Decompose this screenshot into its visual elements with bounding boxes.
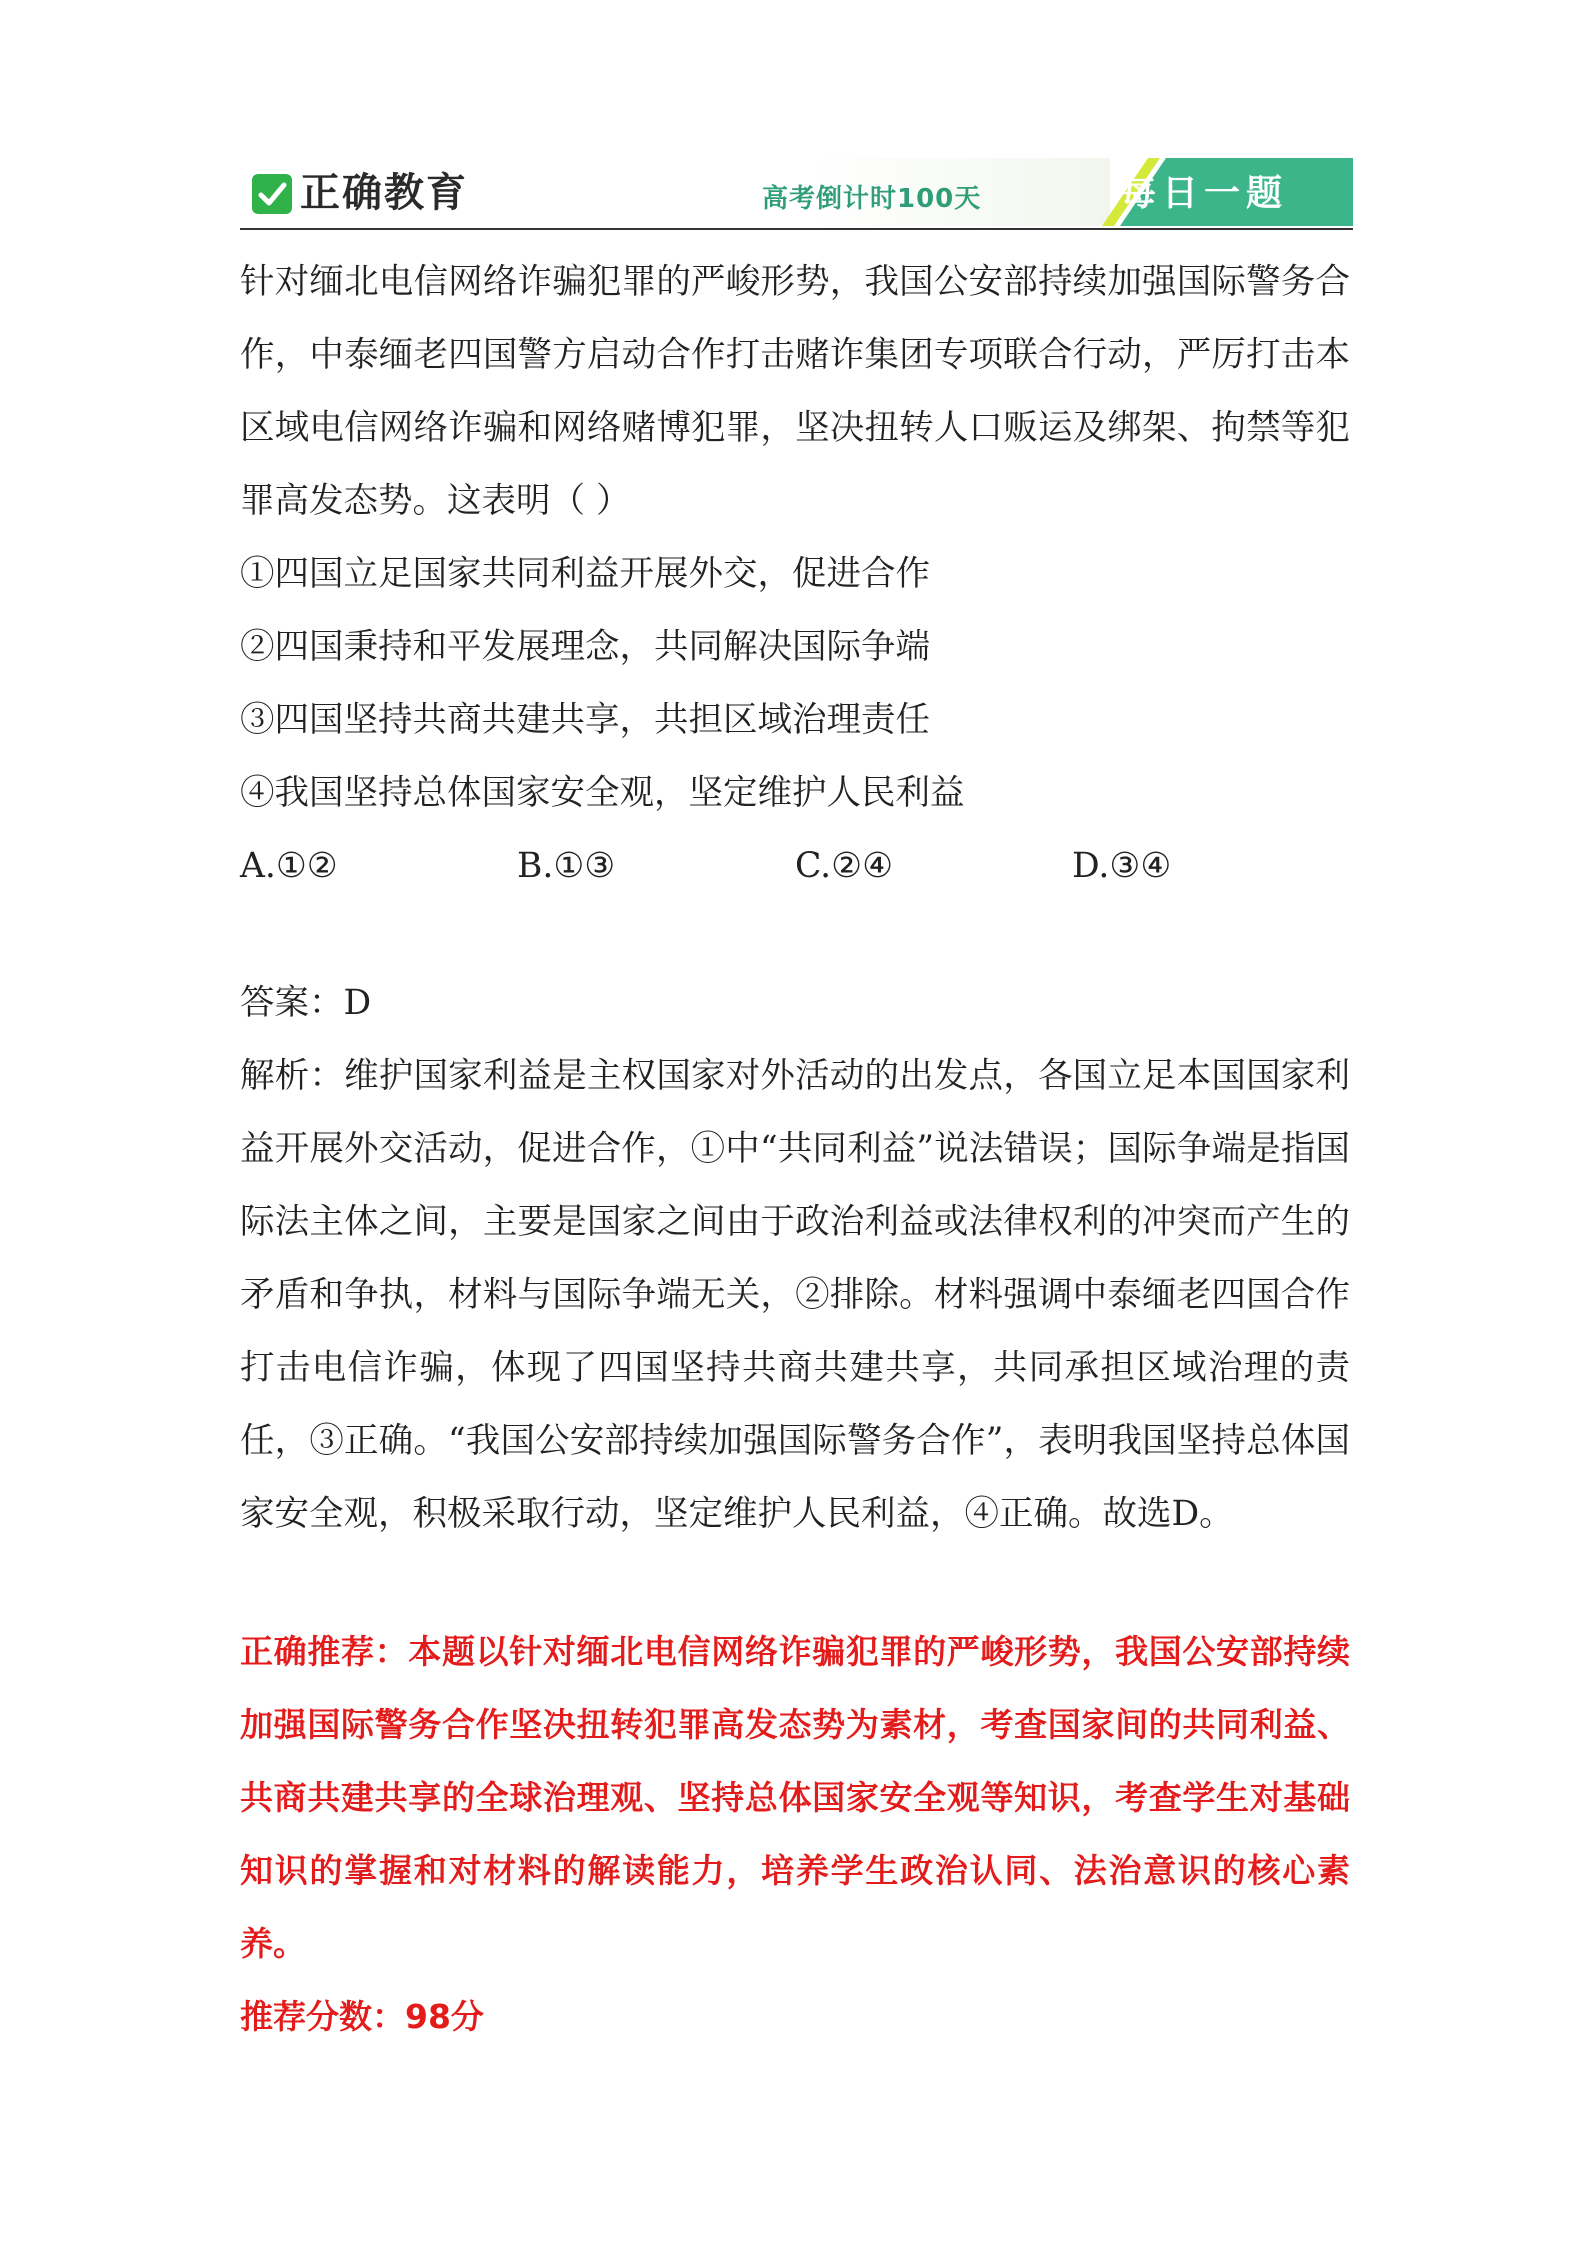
recommendation-score: 推荐分数：98分 xyxy=(240,1997,484,2036)
answer-line: 答案：D xyxy=(240,983,372,1023)
spacer xyxy=(240,1551,1350,1615)
option-2: ②四国秉持和平发展理念，共同解决国际争端 xyxy=(240,627,930,667)
option-1: ①四国立足国家共同利益开展外交，促进合作 xyxy=(240,554,930,594)
brand-name: 正确教育 xyxy=(300,170,468,216)
answer-choices xyxy=(240,830,1350,903)
option-4: ④我国坚持总体国家安全观，坚定维护人民利益 xyxy=(240,773,965,813)
spacer xyxy=(240,903,1350,967)
option-3: ③四国坚持共商共建共享，共担区域治理责任 xyxy=(240,700,930,740)
daily-question-label: 每日一题 xyxy=(1120,173,1289,214)
check-icon xyxy=(256,178,288,210)
choice-c: C.②④ xyxy=(795,846,893,886)
page-header xyxy=(240,158,1353,230)
analysis-paragraph: 解析：维护国家利益是主权国家对外活动的出发点，各国立足本国国家利益开展外交活动，促进合作，①中“共同利益”说法错误；国际争端是指国际法主体之间，主要是国家之间由于政治利益或法律权利的冲突而产生的矛盾和争执，材料与国际争端无关，②排除。材料强调中泰缅老四国合作打击电信诈骗，体现了四国坚持共商共建共享，共同承担区域治理的责任，③正确。“我国公安部持续加强国际警务合作”，表明我国坚持总体国家安全观，积极采取行动，坚定维护人民利益，④正确。故选D。 xyxy=(240,1056,1350,1534)
choice-b: B.①③ xyxy=(517,846,616,886)
countdown-label: 高考倒计时100天 xyxy=(762,184,982,214)
question-stem: 针对缅北电信网络诈骗犯罪的严峻形势，我国公安部持续加强国际警务合作，中泰缅老四国警方启动合作打击赌诈集团专项联合行动，严厉打击本区域电信网络诈骗和网络赌博犯罪，坚决扭转人口贩运及绑架、拘禁等犯罪高发态势。这表明（ ） xyxy=(240,262,1350,521)
logo-badge xyxy=(252,174,292,214)
choice-a: A.①② xyxy=(240,846,338,886)
choice-d: D.③④ xyxy=(1072,846,1172,886)
header-divider xyxy=(240,228,1353,230)
recommendation-paragraph: 正确推荐：本题以针对缅北电信网络诈骗犯罪的严峻形势，我国公安部持续加强国际警务合作坚决扭转犯罪高发态势为素材，考查国家间的共同利益、共商共建共享的全球治理观、坚持总体国家安全观等知识，考查学生对基础知识的掌握和对材料的解读能力，培养学生政治认同、法治意识的核心素养。 xyxy=(240,1632,1350,1963)
question-content xyxy=(240,246,1350,2053)
